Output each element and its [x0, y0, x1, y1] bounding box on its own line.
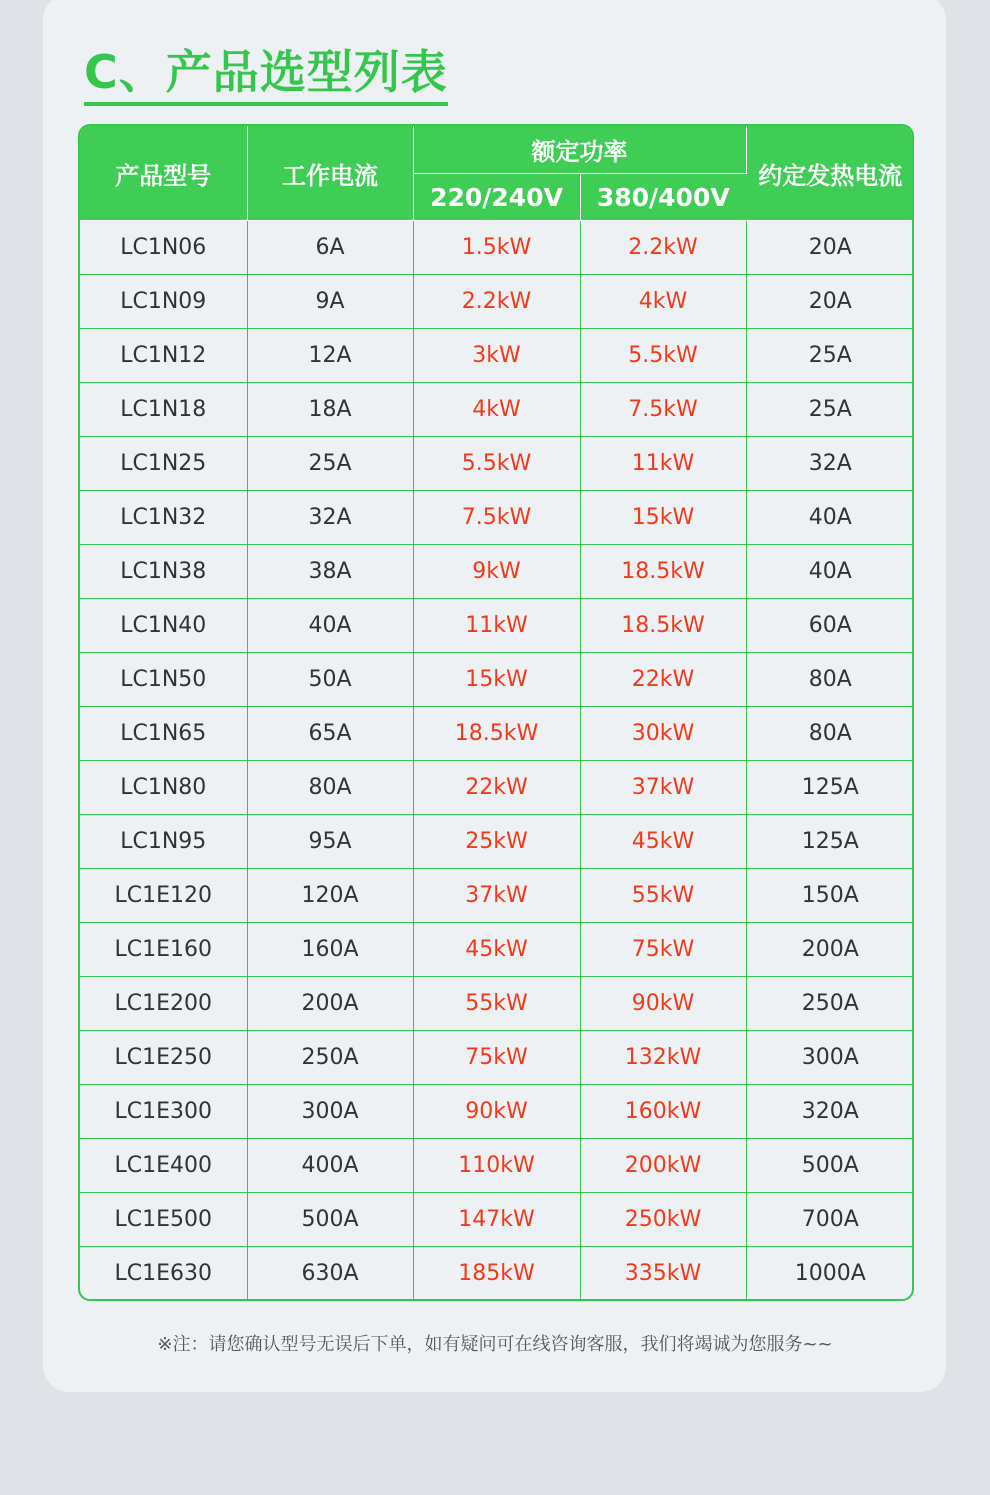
cell-thermal-current: 60A	[746, 599, 914, 653]
table-row	[80, 491, 914, 545]
header-rated-power: 额定功率	[413, 126, 746, 174]
header-thermal-current: 约定发热电流	[746, 126, 914, 221]
cell-model: LC1N09	[80, 275, 247, 329]
cell-power-220v: 15kW	[413, 653, 580, 707]
cell-power-380v: 90kW	[580, 977, 746, 1031]
cell-working-current: 95A	[247, 815, 413, 869]
cell-thermal-current: 500A	[746, 1139, 914, 1193]
table-body	[80, 221, 914, 1301]
cell-power-380v: 15kW	[580, 491, 746, 545]
cell-model: LC1E160	[80, 923, 247, 977]
cell-working-current: 630A	[247, 1247, 413, 1301]
cell-power-380v: 37kW	[580, 761, 746, 815]
cell-model: LC1N95	[80, 815, 247, 869]
cell-power-220v: 1.5kW	[413, 221, 580, 275]
cell-power-220v: 11kW	[413, 599, 580, 653]
cell-thermal-current: 80A	[746, 653, 914, 707]
page-title: C、产品选型列表	[84, 42, 448, 106]
cell-thermal-current: 250A	[746, 977, 914, 1031]
cell-power-380v: 335kW	[580, 1247, 746, 1301]
cell-model: LC1N40	[80, 599, 247, 653]
cell-power-220v: 18.5kW	[413, 707, 580, 761]
cell-working-current: 65A	[247, 707, 413, 761]
table-row	[80, 1085, 914, 1139]
table-row	[80, 599, 914, 653]
header-380-400v: 380/400V	[580, 174, 746, 221]
cell-thermal-current: 1000A	[794, 1261, 866, 1286]
table-row	[80, 545, 914, 599]
cell-power-220v: 3kW	[413, 329, 580, 383]
cell-power-380v: 160kW	[580, 1085, 746, 1139]
table-row	[80, 329, 914, 383]
cell-power-380v: 55kW	[580, 869, 746, 923]
cell-power-220v: 22kW	[413, 761, 580, 815]
cell-thermal-current: 80A	[746, 707, 914, 761]
table-row	[80, 275, 914, 329]
cell-working-current: 500A	[247, 1193, 413, 1247]
cell-thermal-current: 40A	[746, 545, 914, 599]
cell-power-220v: 25kW	[413, 815, 580, 869]
cell-working-current: 160A	[247, 923, 413, 977]
table-row	[80, 1193, 914, 1247]
table-row	[80, 869, 914, 923]
header-model: 产品型号	[80, 126, 247, 221]
cell-thermal-current: 25A	[746, 383, 914, 437]
table-row	[80, 707, 914, 761]
cell-working-current: 300A	[247, 1085, 413, 1139]
cell-working-current: 50A	[247, 653, 413, 707]
cell-power-380v: 200kW	[580, 1139, 746, 1193]
cell-model: LC1E630	[80, 1247, 247, 1301]
cell-working-current: 32A	[247, 491, 413, 545]
table-row	[80, 1247, 914, 1301]
selection-table-container	[78, 124, 914, 1301]
table-row	[80, 383, 914, 437]
table-row	[80, 977, 914, 1031]
cell-working-current: 25A	[247, 437, 413, 491]
cell-power-220v: 9kW	[413, 545, 580, 599]
table-row	[80, 815, 914, 869]
table-header	[80, 126, 914, 221]
cell-working-current: 120A	[247, 869, 413, 923]
cell-power-220v: 110kW	[413, 1139, 580, 1193]
cell-model: LC1N32	[80, 491, 247, 545]
cell-thermal-current: 300A	[746, 1031, 914, 1085]
table-row	[80, 437, 914, 491]
cell-model: LC1E200	[80, 977, 247, 1031]
cell-working-current: 6A	[247, 221, 413, 275]
cell-working-current: 9A	[247, 275, 413, 329]
cell-model: LC1N12	[80, 329, 247, 383]
table-row	[80, 1139, 914, 1193]
cell-working-current: 38A	[247, 545, 413, 599]
cell-power-380v: 250kW	[580, 1193, 746, 1247]
cell-power-220v: 55kW	[413, 977, 580, 1031]
cell-thermal-current: 20A	[746, 275, 914, 329]
cell-model: LC1E120	[80, 869, 247, 923]
cell-model: LC1E250	[80, 1031, 247, 1085]
footer-note: ※注：请您确认型号无误后下单，如有疑问可在线咨询客服，我们将竭诚为您服务~~	[157, 1334, 833, 1355]
cell-working-current: 12A	[247, 329, 413, 383]
cell-power-220v: 2.2kW	[413, 275, 580, 329]
cell-power-380v: 45kW	[580, 815, 746, 869]
cell-working-current: 250A	[247, 1031, 413, 1085]
cell-power-380v: 11kW	[580, 437, 746, 491]
cell-power-220v: 7.5kW	[413, 491, 580, 545]
cell-power-220v: 147kW	[413, 1193, 580, 1247]
cell-power-380v: 5.5kW	[580, 329, 746, 383]
cell-thermal-current: 40A	[746, 491, 914, 545]
cell-power-380v: 4kW	[580, 275, 746, 329]
cell-model: LC1E500	[80, 1193, 247, 1247]
cell-power-380v: 18.5kW	[580, 545, 746, 599]
selection-table	[80, 126, 914, 1300]
cell-power-380v: 30kW	[580, 707, 746, 761]
cell-working-current: 40A	[247, 599, 413, 653]
table-row	[80, 1031, 914, 1085]
cell-model: LC1N80	[80, 761, 247, 815]
cell-power-380v: 22kW	[580, 653, 746, 707]
cell-model: LC1E400	[80, 1139, 247, 1193]
cell-working-current: 200A	[247, 977, 413, 1031]
cell-working-current: 400A	[247, 1139, 413, 1193]
cell-power-220v: 4kW	[413, 383, 580, 437]
cell-model: LC1N18	[80, 383, 247, 437]
cell-model: LC1E300	[80, 1085, 247, 1139]
cell-power-380v: 75kW	[580, 923, 746, 977]
table-row	[80, 923, 914, 977]
cell-power-380v: 18.5kW	[580, 599, 746, 653]
cell-power-380v: 132kW	[580, 1031, 746, 1085]
table-row	[80, 761, 914, 815]
cell-thermal-current: 200A	[746, 923, 914, 977]
cell-working-current: 80A	[247, 761, 413, 815]
header-working-current: 工作电流	[247, 126, 413, 221]
cell-power-380v: 7.5kW	[580, 383, 746, 437]
cell-thermal-current: 125A	[746, 761, 914, 815]
cell-model: LC1N25	[80, 437, 247, 491]
header-220-240v: 220/240V	[413, 174, 580, 221]
cell-model: LC1N06	[80, 221, 247, 275]
table-row	[80, 221, 914, 275]
cell-power-380v: 2.2kW	[580, 221, 746, 275]
cell-power-220v: 37kW	[413, 869, 580, 923]
cell-working-current: 18A	[247, 383, 413, 437]
cell-thermal-current: 150A	[746, 869, 914, 923]
cell-power-220v: 90kW	[413, 1085, 580, 1139]
cell-power-220v: 5.5kW	[413, 437, 580, 491]
cell-power-220v: 45kW	[413, 923, 580, 977]
cell-thermal-current: 700A	[746, 1193, 914, 1247]
cell-power-220v: 75kW	[413, 1031, 580, 1085]
cell-power-220v: 185kW	[413, 1247, 580, 1301]
table-row	[80, 653, 914, 707]
cell-model: LC1N38	[80, 545, 247, 599]
cell-thermal-current: 20A	[746, 221, 914, 275]
cell-thermal-current: 320A	[746, 1085, 914, 1139]
cell-thermal-current: 32A	[746, 437, 914, 491]
cell-thermal-current: 125A	[746, 815, 914, 869]
cell-thermal-current: 25A	[746, 329, 914, 383]
cell-model: LC1N65	[80, 707, 247, 761]
cell-model: LC1N50	[80, 653, 247, 707]
